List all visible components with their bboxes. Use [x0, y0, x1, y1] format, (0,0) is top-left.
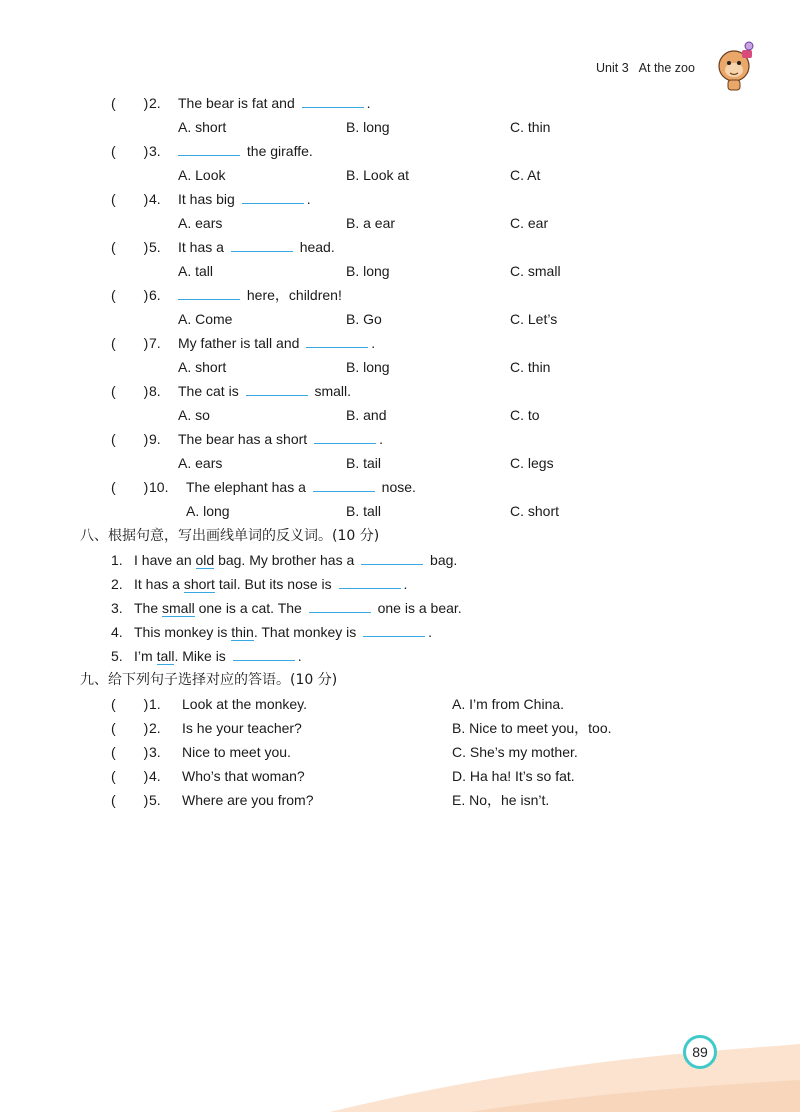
item-number: 5. — [111, 648, 123, 664]
stem-before: It has big — [178, 191, 235, 207]
item-number: 5. — [149, 792, 161, 808]
answer-blank[interactable] — [306, 334, 368, 348]
answer-paren[interactable]: ( ) — [111, 431, 149, 447]
answer-paren[interactable]: ( ) — [111, 768, 149, 784]
option-a: A. long — [186, 503, 230, 519]
option-c: C. thin — [510, 119, 551, 135]
question-text: Is he your teacher? — [182, 720, 302, 736]
stem-before: It has a — [178, 239, 224, 255]
option-a: A. Come — [178, 311, 233, 327]
unit-title: At the zoo — [638, 61, 695, 75]
question-row — [0, 333, 800, 353]
option-a: A. short — [178, 119, 227, 135]
options-row — [0, 213, 800, 233]
sentence-part: one is a cat. The — [194, 600, 302, 616]
option-a: A. Look — [178, 167, 226, 183]
option-b: B. long — [346, 263, 390, 279]
question-row — [0, 93, 800, 113]
question-stem — [178, 93, 371, 113]
sentence-part: . — [297, 648, 302, 664]
answer-option: E. No，he isn’t. — [452, 792, 550, 808]
option-a: A. short — [178, 359, 227, 375]
footer-wave-decoration — [0, 1020, 800, 1112]
question-text: Who’s that woman? — [182, 768, 305, 784]
question-row — [0, 381, 800, 401]
answer-option: D. Ha ha! It’s so fat. — [452, 768, 575, 784]
option-a: A. so — [178, 407, 210, 423]
item-number: 4. — [149, 768, 161, 784]
option-b: B. long — [346, 119, 390, 135]
antonym-item — [0, 550, 800, 570]
answer-paren[interactable]: ( ) — [111, 383, 149, 399]
underlined-word: short — [183, 576, 215, 592]
match-item — [0, 718, 800, 738]
question-number: 2. — [149, 95, 161, 111]
item-number: 1. — [149, 696, 161, 712]
running-header — [596, 61, 695, 75]
stem-before: The elephant has a — [186, 479, 306, 495]
question-stem — [178, 141, 313, 161]
sentence-part: It has a — [134, 576, 184, 592]
answer-option: A. I’m from China. — [452, 696, 565, 712]
antonym-item — [0, 622, 800, 642]
answer-option: B. Nice to meet you，too. — [452, 720, 612, 736]
option-b: B. and — [346, 407, 387, 423]
monkey-mascot-icon — [712, 40, 756, 92]
answer-blank[interactable] — [339, 575, 401, 589]
option-b: B. a ear — [346, 215, 396, 231]
sentence-part: . That monkey is — [253, 624, 357, 640]
answer-paren[interactable]: ( ) — [111, 95, 149, 111]
answer-paren[interactable]: ( ) — [111, 335, 149, 351]
answer-paren[interactable]: ( ) — [111, 191, 149, 207]
item-sentence — [134, 646, 302, 666]
answer-blank[interactable] — [246, 382, 308, 396]
question-row — [0, 477, 800, 497]
option-c: C. ear — [510, 215, 549, 231]
options-row — [0, 309, 800, 329]
underlined-word: small — [162, 600, 195, 616]
answer-blank[interactable] — [233, 647, 295, 661]
sentence-part: . Mike is — [174, 648, 226, 664]
answer-paren[interactable]: ( ) — [111, 479, 149, 495]
option-a: A. ears — [178, 215, 223, 231]
stem-after: nose. — [381, 479, 416, 495]
option-b: B. tail — [346, 455, 382, 471]
stem-after: . — [306, 191, 311, 207]
question-number: 4. — [149, 191, 161, 207]
option-c: C. At — [510, 167, 541, 183]
option-c: C. small — [510, 263, 561, 279]
question-number: 5. — [149, 239, 161, 255]
item-number: 1. — [111, 552, 123, 568]
underlined-word: thin — [231, 624, 254, 640]
answer-paren[interactable]: ( ) — [111, 720, 149, 736]
item-sentence — [134, 574, 407, 594]
option-c: C. Let’s — [510, 311, 558, 327]
option-c: C. to — [510, 407, 540, 423]
question-row — [0, 189, 800, 209]
answer-paren[interactable]: ( ) — [111, 287, 149, 303]
sentence-part: . — [403, 576, 408, 592]
item-sentence — [134, 622, 432, 642]
option-a: A. ears — [178, 455, 223, 471]
page-number: 89 — [683, 1035, 717, 1069]
sentence-part: bag. My brother has a — [214, 552, 355, 568]
options-row — [0, 501, 800, 521]
antonym-item — [0, 598, 800, 618]
sentence-part: The — [134, 600, 163, 616]
question-stem — [178, 189, 311, 209]
option-c: C. thin — [510, 359, 551, 375]
options-row — [0, 405, 800, 425]
sentence-part: . — [428, 624, 433, 640]
stem-before: The bear has a short — [178, 431, 308, 447]
answer-paren[interactable]: ( ) — [111, 696, 149, 712]
answer-blank[interactable] — [178, 142, 240, 156]
sentence-part: bag. — [430, 552, 458, 568]
question-text: Where are you from? — [182, 792, 314, 808]
question-row — [0, 285, 800, 305]
answer-blank[interactable] — [302, 94, 364, 108]
question-row — [0, 141, 800, 161]
option-b: B. Look at — [346, 167, 410, 183]
options-row — [0, 357, 800, 377]
match-item — [0, 694, 800, 714]
question-text: Look at the monkey. — [182, 696, 308, 712]
options-row — [0, 165, 800, 185]
answer-blank[interactable] — [313, 478, 375, 492]
option-c: C. legs — [510, 455, 554, 471]
answer-paren[interactable]: ( ) — [111, 143, 149, 159]
answer-blank[interactable] — [314, 430, 376, 444]
question-number: 7. — [149, 335, 161, 351]
answer-blank[interactable] — [231, 238, 293, 252]
stem-before: My father is tall and — [178, 335, 300, 351]
options-row — [0, 117, 800, 137]
answer-blank[interactable] — [363, 623, 425, 637]
answer-option: C. She’s my mother. — [452, 744, 578, 760]
item-number: 4. — [111, 624, 123, 640]
item-sentence — [134, 598, 462, 618]
stem-after: head. — [299, 239, 335, 255]
option-b: B. Go — [346, 311, 382, 327]
stem-after: small. — [314, 383, 352, 399]
section-9-title: 九、给下列句子选择对应的答语。(10 分) — [80, 672, 338, 688]
option-b: B. long — [346, 359, 390, 375]
stem-after: the giraffe. — [246, 143, 313, 159]
item-number: 3. — [149, 744, 161, 760]
sentence-part: one is a bear. — [377, 600, 462, 616]
item-sentence — [134, 550, 457, 570]
underlined-word: tall — [156, 648, 175, 664]
sentence-part: I have an — [134, 552, 196, 568]
option-a: A. tall — [178, 263, 214, 279]
question-stem — [178, 237, 335, 257]
match-item — [0, 742, 800, 762]
sentence-part: This monkey is — [134, 624, 232, 640]
option-b: B. tall — [346, 503, 382, 519]
stem-before: The cat is — [178, 383, 239, 399]
question-row — [0, 429, 800, 449]
stem-after: here，children! — [246, 287, 342, 303]
question-number: 3. — [149, 143, 161, 159]
question-stem — [178, 381, 351, 401]
answer-paren[interactable]: ( ) — [111, 239, 149, 255]
options-row — [0, 453, 800, 473]
underlined-word: old — [195, 552, 215, 568]
stem-after: . — [371, 335, 376, 351]
answer-blank[interactable] — [242, 190, 304, 204]
sentence-part: I’m — [134, 648, 157, 664]
question-stem — [186, 477, 416, 497]
option-c: C. short — [510, 503, 560, 519]
unit-label: Unit 3 — [596, 61, 629, 75]
item-number: 2. — [111, 576, 123, 592]
question-stem — [178, 285, 342, 305]
question-number: 8. — [149, 383, 161, 399]
answer-blank[interactable] — [178, 286, 240, 300]
answer-blank[interactable] — [361, 551, 423, 565]
antonym-item — [0, 574, 800, 594]
match-item — [0, 790, 800, 810]
item-number: 2. — [149, 720, 161, 736]
stem-after: . — [379, 431, 383, 447]
item-number: 3. — [111, 600, 123, 616]
match-item — [0, 766, 800, 786]
question-number: 6. — [149, 287, 161, 303]
antonym-item — [0, 646, 800, 666]
answer-paren[interactable]: ( ) — [111, 792, 149, 808]
question-number: 10. — [149, 479, 169, 495]
answer-blank[interactable] — [309, 599, 371, 613]
question-stem — [178, 429, 383, 449]
question-number: 9. — [149, 431, 161, 447]
question-text: Nice to meet you. — [182, 744, 291, 760]
stem-after: . — [366, 95, 371, 111]
stem-before: The bear is fat and — [178, 95, 295, 111]
section-8-title: 八、根据句意，写出画线单词的反义词。(10 分) — [80, 528, 380, 544]
answer-paren[interactable]: ( ) — [111, 744, 149, 760]
question-stem — [178, 333, 375, 353]
sentence-part: tail. But its nose is — [214, 576, 332, 592]
question-row — [0, 237, 800, 257]
options-row — [0, 261, 800, 281]
